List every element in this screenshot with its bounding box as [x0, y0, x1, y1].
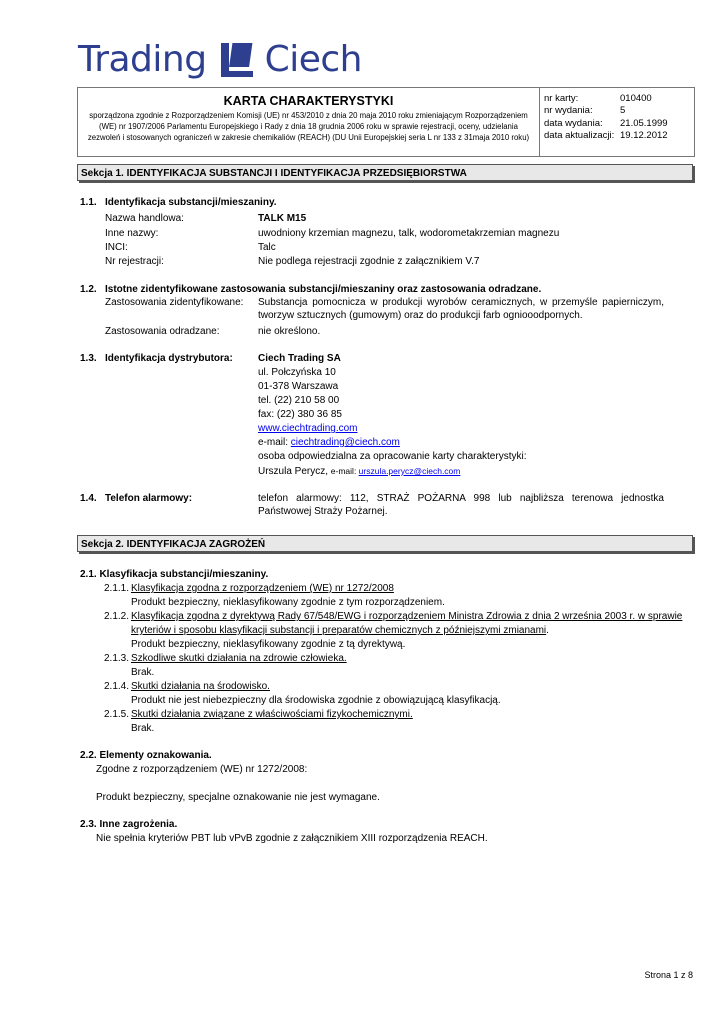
meta-value: 5: [620, 105, 626, 117]
s212-title-line2: kryteriów i sposobu klasyfikacji substancji i preparatów chemicznych z późniejszymi zmianami: [131, 625, 547, 636]
s11-number: 1.1.: [80, 197, 97, 208]
trade-name-value: TALK M15: [258, 213, 307, 224]
distributor-city: 01-378 Warszawa: [258, 381, 339, 392]
advised-uses-value: nie określono.: [258, 326, 321, 337]
meta-row: [544, 93, 668, 105]
logo-text-ciech: Ciech: [264, 38, 362, 80]
section-2-heading: Sekcja 2. IDENTYFIKACJA ZAGROŻEŃ: [77, 535, 693, 552]
s212-title: Klasyfikacja zgodna z dyrektywą Rady 67/548/EWG i rozporządzeniem Ministra Zdrowia z dnia 2 września 2003 r. w sprawie: [131, 611, 683, 622]
s214-title: Skutki działania na środowisko.: [131, 681, 270, 692]
s11-heading: Identyfikacja substancji/mieszaniny.: [105, 197, 277, 208]
s211-title: Klasyfikacja zgodna z rozporządzeniem (WE) nr 1272/2008: [131, 583, 394, 594]
s215-text: Brak.: [131, 723, 155, 734]
s12-number: 1.2.: [80, 284, 97, 295]
s14-heading: Telefon alarmowy:: [105, 493, 193, 504]
s213-number: 2.1.3.: [104, 653, 130, 664]
s22-line2: Produkt bezpieczny, specjalne oznakowanie nie jest wymagane.: [96, 792, 380, 803]
identified-uses-label: Zastosowania zidentyfikowane:: [105, 297, 244, 308]
meta-key: nr wydania:: [544, 105, 593, 117]
distributor-tel: tel. (22) 210 58 00: [258, 395, 340, 406]
logo-text-trading: Trading: [78, 38, 207, 80]
document-subtitle: [78, 110, 539, 143]
s211-number: 2.1.1.: [104, 583, 130, 594]
s212-title-cont: [131, 625, 549, 638]
meta-value: 19.12.2012: [620, 130, 668, 142]
document-meta: [544, 93, 668, 143]
meta-value: 010400: [620, 93, 652, 104]
s215-title: Skutki działania związane z właściwościami fizykochemicznymi.: [131, 709, 413, 720]
identified-uses-value: Substancja pomocnicza w produkcji wyrobów ceramicznych, w przemyśle papierniczym, tworzyw sztucznych (gumowym) oraz do produkcji farb ogniooodpornych.: [258, 297, 664, 321]
trade-name-label: Nazwa handlowa:: [105, 213, 184, 224]
s212-number: 2.1.2.: [104, 611, 130, 622]
s12-heading: Istotne zidentyfikowane zastosowania substancji/mieszaniny oraz zastosowania odradzane.: [105, 284, 542, 295]
s211-text: Produkt bezpieczny, nieklasyfikowany zgodnie z tym rozporządzeniem.: [131, 597, 445, 608]
emergency-phone-value: telefon alarmowy: 112, STRAŻ POŻARNA 998 lub najbliższa terenowa jednostka Państwowej Straży Pożarnej.: [258, 493, 664, 517]
section-1-heading: Sekcja 1. IDENTYFIKACJA SUBSTANCJI I IDENTYFIKACJA PRZEDSIĘBIORSTWA: [77, 164, 693, 181]
meta-key: nr karty:: [544, 93, 579, 104]
page-number: Strona 1 z 8: [644, 970, 693, 980]
distributor-website-link[interactable]: www.ciechtrading.com: [258, 423, 358, 434]
s214-number: 2.1.4.: [104, 681, 130, 692]
subtitle-line: zezwoleń i stosowanych ograniczeń w zakresie chemikaliów (REACH) (DU Unii Europejskiej seria L nr 133 z 31maja 2010 roku): [87, 133, 530, 142]
s22-heading: 2.2. Elementy oznakowania.: [80, 750, 212, 761]
email-prefix: e-mail:: [258, 437, 291, 448]
s212-text: Produkt bezpieczny, nieklasyfikowany zgodnie z tą dyrektywą.: [131, 639, 406, 650]
inci-value: Talc: [258, 242, 276, 253]
registration-label: Nr rejestracji:: [105, 256, 164, 267]
responsible-person-email-link[interactable]: urszula.perycz@ciech.com: [358, 466, 461, 476]
distributor-company: Ciech Trading SA: [258, 353, 341, 364]
meta-key: data aktualizacji:: [544, 130, 615, 142]
s213-text: Brak.: [131, 667, 155, 678]
subtitle-line: (WE) nr 1907/2006 Parlamentu Europejskiego i Rady z dnia 18 grudnia 2006 roku w sprawie rejestracji, oceny, udzielania: [99, 122, 518, 131]
meta-key: data wydania:: [544, 117, 603, 129]
inci-label: INCI:: [105, 242, 128, 253]
s214-text: Produkt nie jest niebezpieczny dla środowiska zgodnie z obowiązującą klasyfikacją.: [131, 695, 501, 706]
meta-row: [544, 118, 668, 130]
distributor-street: ul. Połczyńska 10: [258, 367, 336, 378]
s23-line1: Nie spełnia kryteriów PBT lub vPvB zgodnie z załącznikiem XIII rozporządzenia REACH.: [96, 833, 488, 844]
other-names-label: Inne nazwy:: [105, 228, 159, 239]
s14-number: 1.4.: [80, 493, 97, 504]
email-prefix: e-mail:: [330, 466, 359, 476]
s13-number: 1.3.: [80, 353, 97, 364]
advised-uses-label: Zastosowania odradzane:: [105, 326, 220, 337]
registration-value: Nie podlega rejestracji zgodnie z załącznikiem V.7: [258, 256, 480, 267]
s213-title: Szkodliwe skutki działania na zdrowie człowieka.: [131, 653, 347, 664]
meta-row: [544, 105, 668, 117]
subtitle-line: sporządzona zgodnie z Rozporządzeniem Komisji (UE) nr 453/2010 z dnia 20 maja 2010 roku zmieniającym Rozporządzeniem: [89, 111, 528, 120]
distributor-fax: fax: (22) 380 36 85: [258, 409, 342, 420]
other-names-value: uwodniony krzemian magnezu, talk, wodorometakrzemian magnezu: [258, 228, 560, 239]
responsible-person-row: [258, 465, 460, 479]
s215-number: 2.1.5.: [104, 709, 130, 720]
meta-row: [544, 130, 668, 142]
logo-mark-icon: [219, 39, 255, 79]
s21-heading: 2.1. Klasyfikacja substancji/mieszaniny.: [80, 569, 269, 580]
responsible-person-name: Urszula Perycz,: [258, 466, 331, 477]
s13-heading: Identyfikacja dystrybutora:: [105, 353, 233, 364]
distributor-email-row: [258, 437, 400, 450]
meta-value: 21.05.1999: [620, 117, 668, 129]
distributor-email-link[interactable]: ciechtrading@ciech.com: [290, 437, 400, 448]
s22-line1: Zgodne z rozporządzeniem (WE) nr 1272/2008:: [96, 764, 308, 775]
document-header: [77, 87, 695, 157]
company-logo: [78, 34, 362, 84]
s212-title-dot: .: [546, 625, 549, 636]
header-title-block: [78, 88, 540, 156]
responsible-person-label: osoba odpowiedzialna za opracowanie karty charakterystyki:: [258, 451, 527, 462]
s23-heading: 2.3. Inne zagrożenia.: [80, 819, 178, 830]
document-title: KARTA CHARAKTERYSTYKI: [223, 94, 394, 108]
